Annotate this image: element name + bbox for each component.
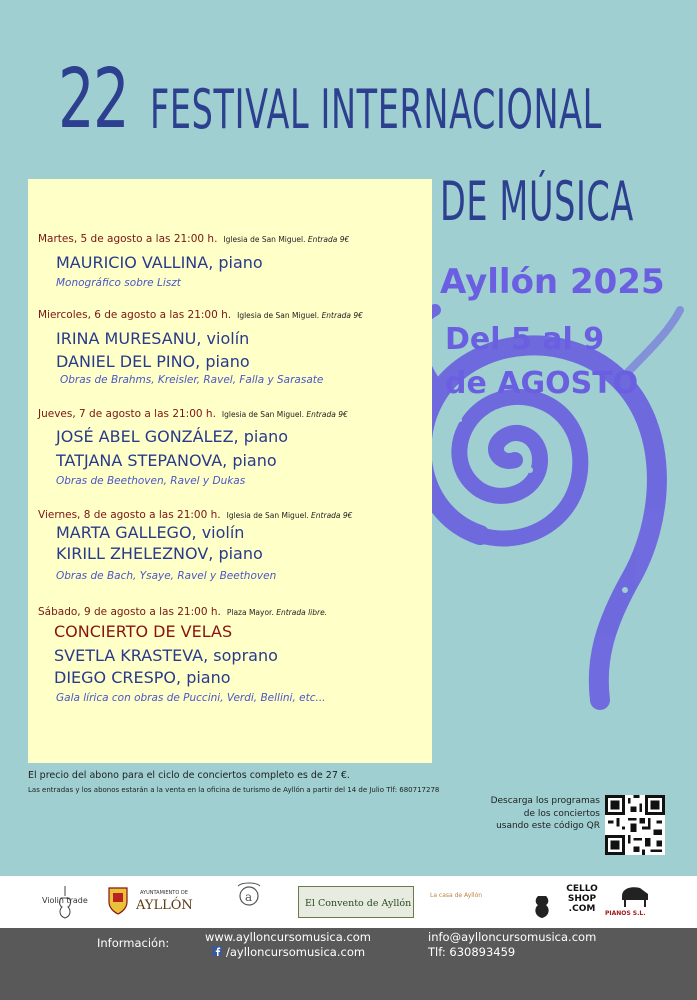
sponsor-casa-ayllon[interactable]: La casa de Ayllón bbox=[430, 892, 483, 899]
concert-day: Sábado, 9 de agosto a las 21:00 h. Plaza Mayor. Entrada libre. bbox=[38, 606, 328, 618]
website-link[interactable]: www.aylloncursomusica.com bbox=[205, 930, 372, 944]
sponsor-convento[interactable]: El Convento de Ayllón bbox=[298, 886, 414, 918]
svg-text:a: a bbox=[245, 890, 253, 904]
concert-artist: JOSÉ ABEL GONZÁLEZ, piano bbox=[56, 427, 289, 446]
concert-day: Viernes, 8 de agosto a las 21:00 h. Iglesia de San Miguel. Entrada 9€ bbox=[38, 509, 353, 521]
concert-works: Obras de Beethoven, Ravel y Dukas bbox=[56, 475, 246, 487]
sponsor-ayllon[interactable]: AYLLÓN bbox=[136, 898, 193, 913]
info-footer bbox=[0, 928, 697, 1000]
sponsor-ayllon-top: AYUNTAMIENTO DE bbox=[140, 890, 188, 896]
facebook-link[interactable]: /aylloncursomusica.com bbox=[226, 945, 366, 959]
concert-artist: MARTA GALLEGO, violín bbox=[56, 523, 245, 542]
festival-title-line2: DE MÚSICA bbox=[440, 170, 634, 233]
concert-works: Obras de Bach, Ysaye, Ravel y Beethoven bbox=[56, 570, 277, 582]
concert-highlight-title: CONCIERTO DE VELAS bbox=[54, 622, 233, 641]
ayllon-coat-of-arms-icon bbox=[107, 884, 129, 916]
concert-artist: DANIEL DEL PINO, piano bbox=[56, 352, 250, 371]
hotel-logo-icon bbox=[232, 880, 266, 920]
ticket-sale-note: Las entradas y los abonos estarán a la venta en la oficina de turismo de Ayllón a partir del 14 de Julio Tlf: 680717278 bbox=[28, 786, 440, 794]
concert-program-box bbox=[28, 179, 432, 763]
subscription-price-note: El precio del abono para el ciclo de conciertos completo es de 27 €. bbox=[28, 770, 350, 781]
piano-icon bbox=[620, 884, 650, 908]
dates-line1: Del 5 al 9 bbox=[445, 322, 605, 357]
qr-instructions: Descarga los programas de los conciertos usando este código QR bbox=[490, 796, 600, 831]
concert-artist: TATJANA STEPANOVA, piano bbox=[56, 451, 277, 470]
email-link[interactable]: info@aylloncursomusica.com bbox=[428, 930, 597, 944]
violin-icon bbox=[56, 884, 74, 920]
sponsor-violin-trade[interactable]: Violin trade bbox=[42, 896, 88, 905]
qr-code[interactable] bbox=[605, 795, 665, 855]
concert-works: Obras de Brahms, Kreisler, Ravel, Falla y Sarasate bbox=[60, 374, 324, 386]
concert-day: Martes, 5 de agosto a las 21:00 h. Iglesia de San Miguel. Entrada 9€ bbox=[38, 233, 350, 245]
info-label: Información: bbox=[97, 936, 170, 950]
facebook-icon bbox=[212, 946, 222, 956]
concert-artist: SVETLA KRASTEVA, soprano bbox=[54, 646, 278, 665]
place-year: Ayllón 2025 bbox=[440, 262, 665, 302]
phone-number[interactable]: Tlf: 630893459 bbox=[428, 945, 516, 959]
festival-title-line1: FESTIVAL INTERNACIONAL bbox=[150, 78, 602, 141]
concert-artist: IRINA MURESANU, violín bbox=[56, 329, 250, 348]
sponsor-logos-strip bbox=[0, 876, 697, 928]
dates-line2: de AGOSTO bbox=[445, 366, 639, 401]
sponsor-pianos[interactable]: PIANOS S.L. bbox=[605, 910, 646, 917]
concert-artist: KIRILL ZHELEZNOV, piano bbox=[56, 544, 263, 563]
cello-icon bbox=[532, 882, 552, 920]
concert-works: Monográfico sobre Liszt bbox=[56, 277, 181, 289]
festival-number: 22 bbox=[58, 52, 129, 147]
concert-artist: DIEGO CRESPO, piano bbox=[54, 668, 231, 687]
concert-artist: MAURICIO VALLINA, piano bbox=[56, 253, 263, 272]
concert-day: Jueves, 7 de agosto a las 21:00 h. Iglesia de San Miguel. Entrada 9€ bbox=[38, 408, 348, 420]
sponsor-cello-shop[interactable]: CELLO SHOP .COM bbox=[566, 884, 598, 914]
concert-day: Miercoles, 6 de agosto a las 21:00 h. Iglesia de San Miguel. Entrada 9€ bbox=[38, 309, 363, 321]
concert-works: Gala lírica con obras de Puccini, Verdi, Bellini, etc... bbox=[56, 692, 326, 704]
